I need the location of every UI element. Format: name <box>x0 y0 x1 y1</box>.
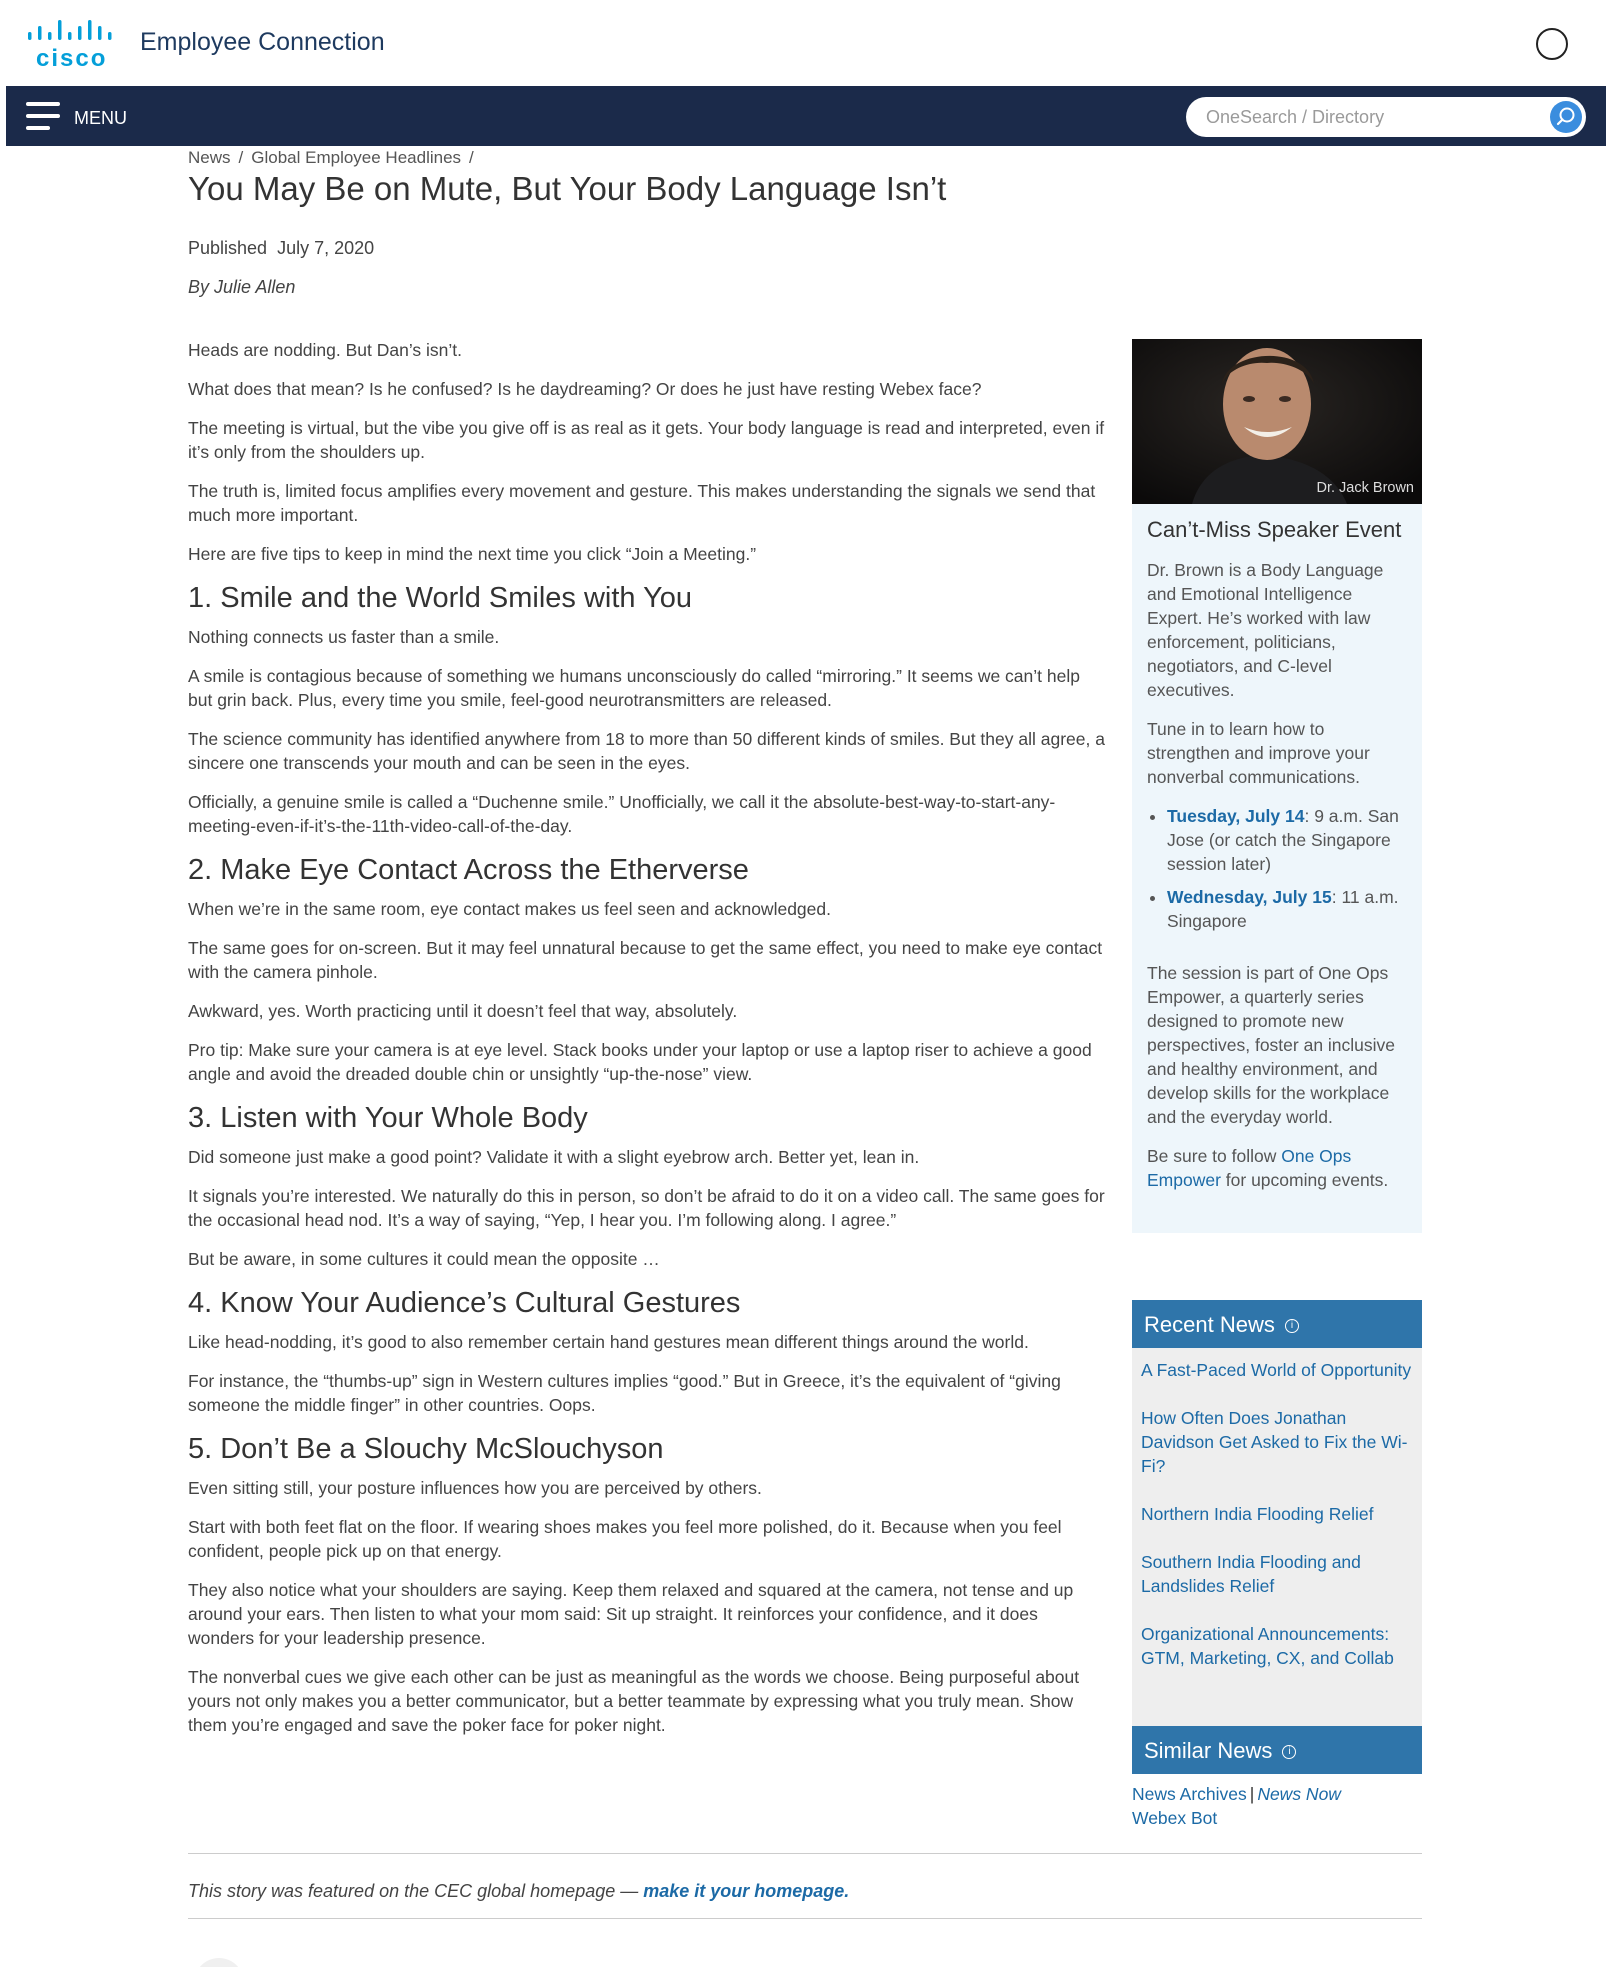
recent-news-link[interactable]: A Fast-Paced World of Opportunity <box>1141 1360 1412 1380</box>
similar-news-header <box>1132 1726 1422 1774</box>
section-heading: 2. Make Eye Contact Across the Etherverse <box>188 854 749 886</box>
session-list <box>1167 804 1408 933</box>
article-paragraph: Like head-nodding, it’s good to also remember certain hand gestures mean different things around the world. <box>188 1332 1029 1352</box>
search-box <box>1186 97 1586 137</box>
byline: By Julie Allen <box>188 277 296 297</box>
article-paragraph: Did someone just make a good point? Validate it with a slight eyebrow arch. Better yet, lean in. <box>188 1147 920 1167</box>
search-button[interactable] <box>1550 101 1582 133</box>
article-paragraph: They also notice what your shoulders are saying. Keep them relaxed and squared at the camera, not tense and up around your ears. Then listen to what your mom said: Sit up straight. It reinforces your confidence, and it does wonders for your leadership presence. <box>188 1580 1074 1648</box>
speaker-photo <box>1132 339 1422 504</box>
article-paragraph: Awkward, yes. Worth practicing until it doesn’t feel that way, absolutely. <box>188 1001 738 1021</box>
article-paragraph: Nothing connects us faster than a smile. <box>188 627 500 647</box>
webex-bot-link[interactable]: Webex Bot <box>1132 1808 1218 1828</box>
tune-in-text: Tune in to learn how to strengthen and improve your nonverbal communications. <box>1147 719 1370 787</box>
recent-news-link[interactable]: Northern India Flooding Relief <box>1141 1504 1374 1524</box>
page <box>6 0 1606 1967</box>
recent-news-link[interactable]: Southern India Flooding and Landslides Relief <box>1141 1552 1361 1596</box>
recent-news-title: Recent News <box>1144 1312 1275 1337</box>
article-paragraph: What does that mean? Is he confused? Is he daydreaming? Or does he just have resting Webex face? <box>188 379 982 399</box>
svg-text:cisco: cisco <box>36 45 108 72</box>
one-ops-empower-link[interactable]: One Ops Empower <box>1147 1146 1352 1190</box>
news-now-link[interactable]: News Now <box>1257 1784 1341 1804</box>
article-paragraph: Even sitting still, your posture influences how you are perceived by others. <box>188 1478 762 1498</box>
user-circle-icon[interactable] <box>1536 28 1568 60</box>
article-body <box>188 338 1108 1752</box>
speaker-event-card <box>1132 339 1422 1233</box>
session-date-link[interactable]: Tuesday, July 14 <box>1167 806 1305 826</box>
event-title: Can’t-Miss Speaker Event <box>1147 517 1402 542</box>
session-detail: : 9 a.m. San Jose (or catch the Singapore session later) <box>1167 806 1399 874</box>
breadcrumb-separator: / <box>469 148 474 167</box>
follow-text <box>1147 1144 1408 1192</box>
breadcrumb <box>188 148 482 168</box>
article-paragraph: The nonverbal cues we give each other can be just as meaningful as the words we choose. Being purposeful about yours not only makes you a better communicator, but a better teammate by expressing what you truly mean. Show them you’re engaged and save the poker face for poker night. <box>188 1667 1080 1735</box>
session-item <box>1167 885 1408 933</box>
article-paragraph: It signals you’re interested. We naturally do this in person, so don’t be afraid to do it on a video call. The same goes for the occasional head nod. It’s a way of saying, “Yep, I hear you. I’m following along. I agree.” <box>188 1186 1105 1230</box>
article-paragraph: The science community has identified anywhere from 18 to more than 50 different kinds of smiles. But they all agree, a sincere one transcends your mouth and can be seen in the eyes. <box>188 729 1105 773</box>
divider <box>188 1918 1422 1919</box>
article-paragraph: The same goes for on-screen. But it may feel unnatural because to get the same effect, you need to make eye contact with the camera pinhole. <box>188 938 1103 982</box>
feedback-bubble[interactable] <box>194 1958 244 1967</box>
session-date-link[interactable]: Wednesday, July 15 <box>1167 887 1332 907</box>
top-header <box>6 0 1606 86</box>
section-heading: 4. Know Your Audience’s Cultural Gestures <box>188 1287 741 1319</box>
divider <box>188 1853 1422 1854</box>
session-item <box>1167 804 1408 876</box>
breadcrumb-news[interactable]: News <box>188 148 231 167</box>
article-paragraph: Pro tip: Make sure your camera is at eye level. Stack books under your laptop or use a laptop riser to achieve a good angle and avoid the dreaded double chin or unsightly “up-the-nose” view. <box>188 1040 1092 1084</box>
article-paragraph: Start with both feet flat on the floor. If wearing shoes makes you feel more polished, do it. Because when you feel confident, people pick up on that energy. <box>188 1517 1062 1561</box>
series-text: The session is part of One Ops Empower, a quarterly series designed to promote new perspectives, foster an inclusive and healthy environment, and develop skills for the workplace and the everyday world. <box>1147 963 1396 1127</box>
speaker-bio: Dr. Brown is a Body Language and Emotional Intelligence Expert. He’s worked with law enforcement, politicians, negotiators, and C-level executives. <box>1147 560 1384 700</box>
published-label: Published <box>188 238 268 258</box>
make-homepage-link[interactable]: make it your homepage. <box>643 1881 850 1901</box>
link-separator: | <box>1249 1784 1255 1804</box>
session-detail: : 11 a.m. Singapore <box>1167 887 1399 931</box>
published-date <box>188 238 374 259</box>
info-icon[interactable]: i <box>1285 1319 1299 1333</box>
recent-news-header <box>1132 1300 1422 1348</box>
follow-suffix: for upcoming events. <box>1220 1170 1389 1190</box>
news-archives-link[interactable]: News Archives <box>1132 1784 1247 1804</box>
article-paragraph: The truth is, limited focus amplifies every movement and gesture. This makes understanding the signals we send that much more important. <box>188 481 1096 525</box>
featured-text: This story was featured on the CEC global homepage — <box>188 1881 644 1901</box>
published-value: July 7, 2020 <box>277 238 375 258</box>
article-paragraph: A smile is contagious because of something we humans unconsciously do called “mirroring.” It seems we can’t help but grin back. Plus, every time you smile, feel-good neurotransmitters are released. <box>188 666 1080 710</box>
recent-news-link[interactable]: Organizational Announcements: GTM, Marketing, CX, and Collab <box>1141 1624 1394 1668</box>
similar-news-links <box>1132 1782 1422 1830</box>
speaker-caption: Dr. Jack Brown <box>1316 480 1414 496</box>
speaker-event-details <box>1132 504 1422 1233</box>
section-heading: 3. Listen with Your Whole Body <box>188 1102 588 1134</box>
similar-news-title: Similar News <box>1144 1738 1273 1763</box>
article-paragraph: When we’re in the same room, eye contact makes us feel seen and acknowledged. <box>188 899 831 919</box>
article-paragraph: For instance, the “thumbs-up” sign in Western cultures implies “good.” But in Greece, it’s the equivalent of “giving someone the middle finger” in other countries. Oops. <box>188 1371 1061 1415</box>
article-paragraph: Here are five tips to keep in mind the next time you click “Join a Meeting.” <box>188 544 757 564</box>
recent-news-list <box>1132 1348 1422 1726</box>
hamburger-icon[interactable] <box>26 102 66 132</box>
cisco-logo[interactable] <box>26 18 131 72</box>
article-title: You May Be on Mute, But Your Body Language Isn’t <box>188 170 947 207</box>
search-input[interactable] <box>1206 105 1526 129</box>
info-icon[interactable]: i <box>1282 1745 1296 1759</box>
menu-label[interactable]: MENU <box>74 108 127 128</box>
article-paragraph: Heads are nodding. But Dan’s isn’t. <box>188 340 463 360</box>
breadcrumb-global-headlines[interactable]: Global Employee Headlines <box>251 148 462 167</box>
section-heading: 1. Smile and the World Smiles with You <box>188 582 693 614</box>
main-navbar <box>6 86 1606 146</box>
brand-title[interactable]: Employee Connection <box>140 28 385 56</box>
article-paragraph: Officially, a genuine smile is called a “Duchenne smile.” Unofficially, we call it the absolute-best-way-to-start-any-meeting-even-if-it’s-the-11th-video-call-of-the-day. <box>188 792 1056 836</box>
article-paragraph: But be aware, in some cultures it could mean the opposite … <box>188 1249 660 1269</box>
breadcrumb-separator: / <box>238 148 244 167</box>
section-heading: 5. Don’t Be a Slouchy McSlouchyson <box>188 1433 664 1465</box>
follow-prefix: Be sure to follow <box>1147 1146 1282 1166</box>
search-icon <box>1550 101 1582 133</box>
recent-news-link[interactable]: How Often Does Jonathan Davidson Get Asked to Fix the Wi-Fi? <box>1141 1408 1408 1476</box>
article-paragraph: The meeting is virtual, but the vibe you give off is as real as it gets. Your body language is read and interpreted, even if it’s only from the shoulders up. <box>188 418 1105 462</box>
featured-note <box>188 1881 849 1902</box>
